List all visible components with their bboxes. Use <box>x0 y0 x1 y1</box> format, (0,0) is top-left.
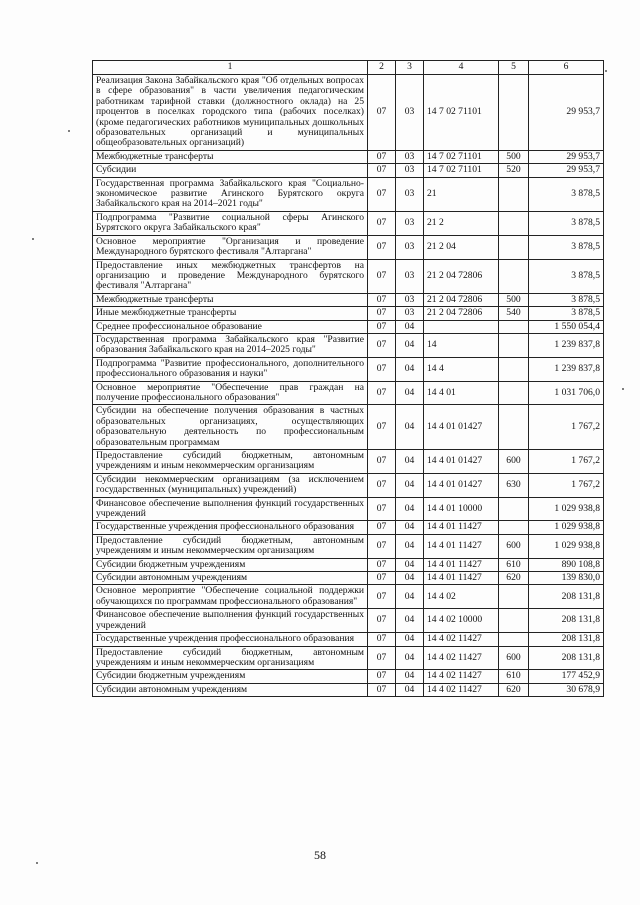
amount-cell: 3 878,5 <box>529 211 604 235</box>
subsection-cell: 04 <box>396 381 424 405</box>
subsection-cell: 03 <box>396 293 424 306</box>
row-name-cell: Подпрограмма "Развитие социальной сферы Агинского Бурятского округа Забайкальского края" <box>93 211 368 235</box>
subsection-cell: 04 <box>396 646 424 670</box>
table-row <box>93 633 604 646</box>
section-cell: 07 <box>368 521 396 534</box>
table-row <box>93 293 604 306</box>
section-cell: 07 <box>368 357 396 381</box>
amount-cell: 890 108,8 <box>529 558 604 571</box>
expense-type-cell <box>499 211 529 235</box>
row-name-cell: Субсидии автономным учреждениям <box>93 683 368 696</box>
expense-type-cell <box>499 521 529 534</box>
section-cell: 07 <box>368 405 396 450</box>
row-name-cell: Основное мероприятие "Обеспечение социальной поддержки обучающихся по программам профессионального образования" <box>93 585 368 609</box>
target-article-cell: 14 4 01 01427 <box>424 405 499 450</box>
table-row <box>93 381 604 405</box>
subsection-cell: 04 <box>396 609 424 633</box>
target-article-cell: 14 4 02 11427 <box>424 683 499 696</box>
subsection-cell: 04 <box>396 333 424 357</box>
amount-cell: 1 029 938,8 <box>529 534 604 558</box>
amount-cell: 1 029 938,8 <box>529 521 604 534</box>
expense-type-cell: 520 <box>499 164 529 177</box>
target-article-cell: 21 2 <box>424 211 499 235</box>
subsection-cell: 03 <box>396 259 424 293</box>
row-name-cell: Иные межбюджетные трансферты <box>93 307 368 320</box>
subsection-cell: 04 <box>396 405 424 450</box>
expense-type-cell: 610 <box>499 670 529 683</box>
section-cell: 07 <box>368 670 396 683</box>
section-cell: 07 <box>368 259 396 293</box>
expense-type-cell <box>499 177 529 211</box>
expense-type-cell <box>499 75 529 151</box>
scan-speck <box>622 388 624 390</box>
subsection-cell: 04 <box>396 585 424 609</box>
amount-cell: 29 953,7 <box>529 150 604 163</box>
target-article-cell: 14 4 01 11427 <box>424 521 499 534</box>
table-row <box>93 150 604 163</box>
amount-cell: 139 830,0 <box>529 572 604 585</box>
section-cell: 07 <box>368 177 396 211</box>
target-article-cell: 14 4 02 11427 <box>424 633 499 646</box>
expense-type-cell: 620 <box>499 572 529 585</box>
section-cell: 07 <box>368 307 396 320</box>
section-cell: 07 <box>368 211 396 235</box>
section-cell: 07 <box>368 683 396 696</box>
table-row <box>93 235 604 259</box>
amount-cell: 208 131,8 <box>529 609 604 633</box>
section-cell: 07 <box>368 609 396 633</box>
amount-cell: 1 029 938,8 <box>529 497 604 521</box>
row-name-cell: Субсидии бюджетным учреждениям <box>93 558 368 571</box>
table-row <box>93 585 604 609</box>
target-article-cell: 21 2 04 72806 <box>424 293 499 306</box>
table-row <box>93 534 604 558</box>
target-article-cell: 21 2 04 <box>424 235 499 259</box>
subsection-cell: 04 <box>396 670 424 683</box>
table-row <box>93 497 604 521</box>
scan-speck <box>68 130 70 132</box>
subsection-cell: 03 <box>396 211 424 235</box>
expense-type-cell <box>499 633 529 646</box>
expense-type-cell <box>499 381 529 405</box>
target-article-cell: 14 4 01 11427 <box>424 572 499 585</box>
amount-cell: 208 131,8 <box>529 633 604 646</box>
amount-cell: 1 767,2 <box>529 473 604 497</box>
row-name-cell: Государственные учреждения профессионального образования <box>93 521 368 534</box>
row-name-cell: Государственная программа Забайкальского края "Развитие образования Забайкальского края на 2014–2025 годы" <box>93 333 368 357</box>
expense-type-cell: 540 <box>499 307 529 320</box>
expense-type-cell: 610 <box>499 558 529 571</box>
section-cell: 07 <box>368 164 396 177</box>
amount-cell: 1 550 054,4 <box>529 320 604 333</box>
section-cell: 07 <box>368 572 396 585</box>
amount-cell: 3 878,5 <box>529 293 604 306</box>
section-cell: 07 <box>368 320 396 333</box>
row-name-cell: Подпрограмма "Развитие профессионального, дополнительного профессионального образования и науки" <box>93 357 368 381</box>
row-name-cell: Субсидии <box>93 164 368 177</box>
table-row <box>93 609 604 633</box>
row-name-cell: Предоставление субсидий бюджетным, автономным учреждениям и иным некоммерческим организациям <box>93 646 368 670</box>
table-row <box>93 357 604 381</box>
table-row <box>93 405 604 450</box>
subsection-cell: 04 <box>396 534 424 558</box>
table-row <box>93 670 604 683</box>
expense-type-cell: 630 <box>499 473 529 497</box>
amount-cell: 3 878,5 <box>529 177 604 211</box>
table-row <box>93 75 604 151</box>
table-row <box>93 450 604 474</box>
section-cell: 07 <box>368 534 396 558</box>
row-name-cell: Государственная программа Забайкальского края "Социально-экономическое развитие Агинского Бурятского округа Забайкальского края на 2014–2021 годы" <box>93 177 368 211</box>
expense-type-cell <box>499 585 529 609</box>
table-row <box>93 572 604 585</box>
subsection-cell: 04 <box>396 558 424 571</box>
subsection-cell: 04 <box>396 357 424 381</box>
subsection-cell: 04 <box>396 497 424 521</box>
amount-cell: 1 767,2 <box>529 405 604 450</box>
row-name-cell: Субсидии на обеспечение получения образования в частных образовательных организациях, осуществляющих образовательную деятельность по профессиональным образовательным программам <box>93 405 368 450</box>
subsection-cell: 03 <box>396 235 424 259</box>
section-cell: 07 <box>368 558 396 571</box>
row-name-cell: Основное мероприятие "Организация и проведение Международного бурятского фестиваля "Алтаргана" <box>93 235 368 259</box>
section-cell: 07 <box>368 381 396 405</box>
section-cell: 07 <box>368 293 396 306</box>
table-row <box>93 558 604 571</box>
expense-type-cell: 600 <box>499 450 529 474</box>
target-article-cell: 14 4 <box>424 357 499 381</box>
amount-cell: 1 239 837,8 <box>529 333 604 357</box>
scan-speck <box>605 70 607 72</box>
subsection-cell: 03 <box>396 177 424 211</box>
target-article-cell: 14 4 01 10000 <box>424 497 499 521</box>
table-row <box>93 164 604 177</box>
row-name-cell: Межбюджетные трансферты <box>93 150 368 163</box>
expense-type-cell <box>499 235 529 259</box>
expense-type-cell <box>499 259 529 293</box>
row-name-cell: Предоставление субсидий бюджетным, автономным учреждениям и иным некоммерческим организациям <box>93 534 368 558</box>
table-row <box>93 473 604 497</box>
expense-type-cell <box>499 497 529 521</box>
section-cell: 07 <box>368 235 396 259</box>
budget-table <box>92 60 604 697</box>
expense-type-cell: 600 <box>499 534 529 558</box>
table-row <box>93 320 604 333</box>
scan-speck <box>32 238 34 240</box>
row-name-cell: Межбюджетные трансферты <box>93 293 368 306</box>
subsection-cell: 03 <box>396 75 424 151</box>
expense-type-cell: 500 <box>499 150 529 163</box>
section-cell: 07 <box>368 585 396 609</box>
subsection-cell: 04 <box>396 473 424 497</box>
amount-cell: 30 678,9 <box>529 683 604 696</box>
expense-type-cell <box>499 405 529 450</box>
row-name-cell: Реализация Закона Забайкальского края "Об отдельных вопросах в сфере образования" в части увеличения педагогическим работникам тарифной ставки (должностного оклада) на 25 процентов в поселках городского типа (рабочих поселках) (кроме педагогических работников муниципальных дошкольных образовательных организаций и муниципальных общеобразовательных организаций) <box>93 75 368 151</box>
column-header: 6 <box>529 61 604 75</box>
section-cell: 07 <box>368 450 396 474</box>
subsection-cell: 04 <box>396 683 424 696</box>
expense-type-cell <box>499 609 529 633</box>
subsection-cell: 04 <box>396 521 424 534</box>
section-cell: 07 <box>368 473 396 497</box>
table-row <box>93 307 604 320</box>
subsection-cell: 04 <box>396 633 424 646</box>
section-cell: 07 <box>368 497 396 521</box>
amount-cell: 1 239 837,8 <box>529 357 604 381</box>
amount-cell: 3 878,5 <box>529 307 604 320</box>
row-name-cell: Финансовое обеспечение выполнения функций государственных учреждений <box>93 609 368 633</box>
target-article-cell: 14 4 02 10000 <box>424 609 499 633</box>
expense-type-cell <box>499 320 529 333</box>
target-article-cell: 14 4 02 11427 <box>424 670 499 683</box>
table-row <box>93 177 604 211</box>
target-article-cell: 14 4 01 01427 <box>424 473 499 497</box>
table-body <box>93 75 604 697</box>
table-row <box>93 211 604 235</box>
section-cell: 07 <box>368 646 396 670</box>
section-cell: 07 <box>368 150 396 163</box>
row-name-cell: Субсидии некоммерческим организациям (за исключением государственных (муниципальных) учреждений) <box>93 473 368 497</box>
expense-type-cell <box>499 333 529 357</box>
row-name-cell: Финансовое обеспечение выполнения функций государственных учреждений <box>93 497 368 521</box>
row-name-cell: Предоставление субсидий бюджетным, автономным учреждениям и иным некоммерческим организациям <box>93 450 368 474</box>
column-header: 1 <box>93 61 368 75</box>
row-name-cell: Среднее профессиональное образование <box>93 320 368 333</box>
column-header: 2 <box>368 61 396 75</box>
target-article-cell: 21 <box>424 177 499 211</box>
amount-cell: 29 953,7 <box>529 75 604 151</box>
row-name-cell: Субсидии бюджетным учреждениям <box>93 670 368 683</box>
target-article-cell: 14 4 01 01427 <box>424 450 499 474</box>
row-name-cell: Основное мероприятие "Обеспечение прав граждан на получение профессионального образования" <box>93 381 368 405</box>
target-article-cell: 14 7 02 71101 <box>424 75 499 151</box>
amount-cell: 177 452,9 <box>529 670 604 683</box>
row-name-cell: Субсидии автономным учреждениям <box>93 572 368 585</box>
amount-cell: 208 131,8 <box>529 646 604 670</box>
target-article-cell: 21 2 04 72806 <box>424 307 499 320</box>
target-article-cell: 21 2 04 72806 <box>424 259 499 293</box>
page-number: 58 <box>314 848 326 862</box>
target-article-cell: 14 4 02 11427 <box>424 646 499 670</box>
target-article-cell: 14 <box>424 333 499 357</box>
scan-speck <box>36 862 38 864</box>
row-name-cell: Государственные учреждения профессионального образования <box>93 633 368 646</box>
amount-cell: 208 131,8 <box>529 585 604 609</box>
section-cell: 07 <box>368 333 396 357</box>
amount-cell: 1 031 706,0 <box>529 381 604 405</box>
expense-type-cell: 620 <box>499 683 529 696</box>
subsection-cell: 03 <box>396 164 424 177</box>
column-header: 5 <box>499 61 529 75</box>
table-row <box>93 683 604 696</box>
table-row <box>93 646 604 670</box>
amount-cell: 29 953,7 <box>529 164 604 177</box>
target-article-cell: 14 4 01 11427 <box>424 558 499 571</box>
expense-type-cell <box>499 357 529 381</box>
table-row <box>93 333 604 357</box>
subsection-cell: 04 <box>396 450 424 474</box>
section-cell: 07 <box>368 633 396 646</box>
expense-type-cell: 600 <box>499 646 529 670</box>
section-cell: 07 <box>368 75 396 151</box>
column-header: 3 <box>396 61 424 75</box>
target-article-cell: 14 4 01 <box>424 381 499 405</box>
table-row <box>93 259 604 293</box>
target-article-cell: 14 7 02 71101 <box>424 164 499 177</box>
expense-type-cell: 500 <box>499 293 529 306</box>
table-header-row <box>93 61 604 75</box>
target-article-cell: 14 4 02 <box>424 585 499 609</box>
target-article-cell <box>424 320 499 333</box>
amount-cell: 3 878,5 <box>529 259 604 293</box>
subsection-cell: 03 <box>396 150 424 163</box>
subsection-cell: 04 <box>396 572 424 585</box>
amount-cell: 3 878,5 <box>529 235 604 259</box>
subsection-cell: 03 <box>396 307 424 320</box>
table-row <box>93 521 604 534</box>
target-article-cell: 14 7 02 71101 <box>424 150 499 163</box>
amount-cell: 1 767,2 <box>529 450 604 474</box>
row-name-cell: Предоставление иных межбюджетных трансфертов на организацию и проведение Международного бурятского фестиваля "Алтаргана" <box>93 259 368 293</box>
target-article-cell: 14 4 01 11427 <box>424 534 499 558</box>
column-header: 4 <box>424 61 499 75</box>
subsection-cell: 04 <box>396 320 424 333</box>
